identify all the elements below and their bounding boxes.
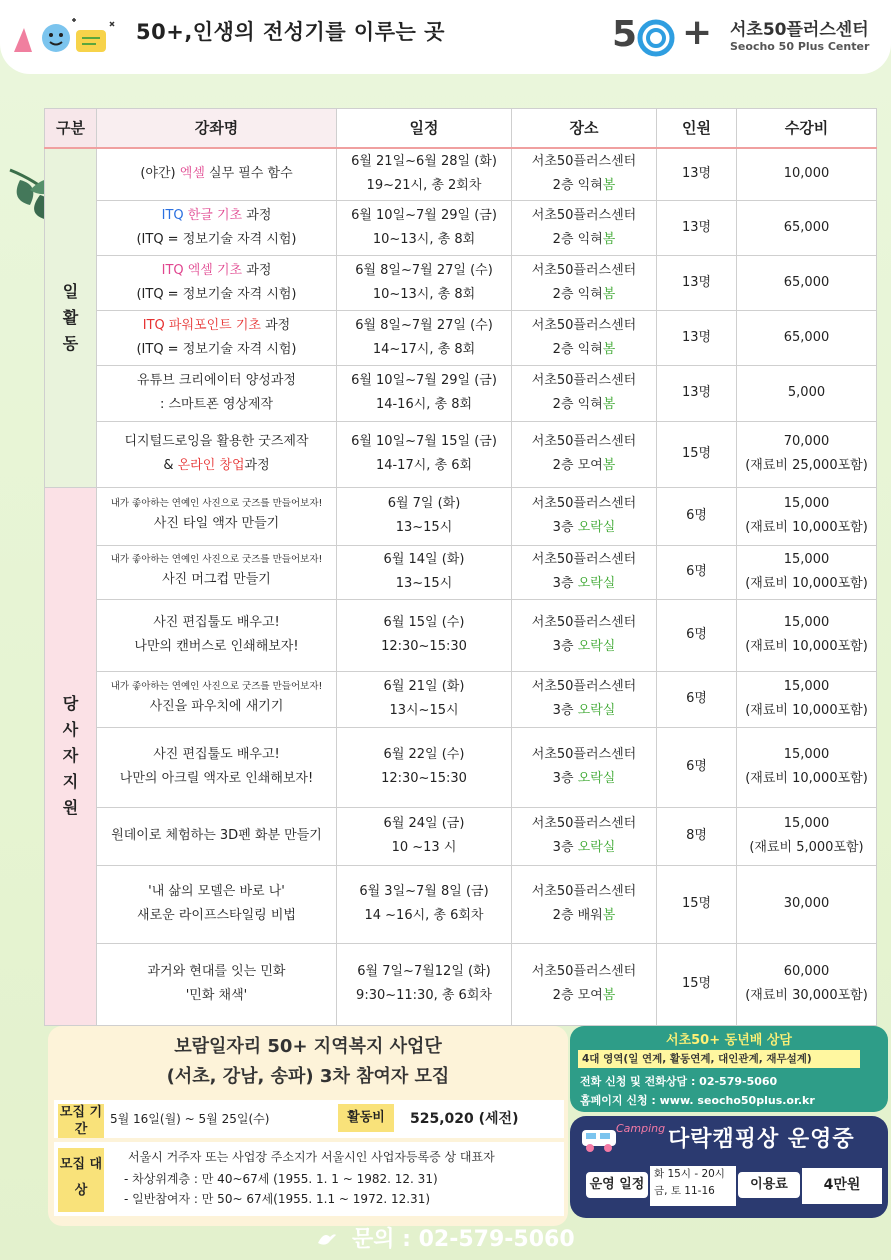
course-name-cell: ITQ 파워포인트 기초 과정 (ITQ = 정보기술 자격 시험) <box>97 310 337 365</box>
table-row <box>45 421 877 487</box>
group-cell-job-activity <box>45 148 97 487</box>
table-header-row <box>45 109 877 149</box>
place-cell: 서초50플러스센터 3층 오락실 <box>512 545 657 599</box>
brand-ring-icon <box>636 18 676 58</box>
recruit-period-row <box>54 1100 564 1138</box>
column-header: 수강비 <box>737 109 877 149</box>
fee-cell: 15,000 (재료비 10,000포함) <box>737 545 877 599</box>
camping-box <box>570 1116 888 1218</box>
camping-van-icon <box>580 1124 620 1154</box>
target-line: 서울시 거주자 또는 사업장 주소지가 서울시인 사업자등록증 상 대표자 <box>128 1150 495 1164</box>
people-cell: 15명 <box>657 865 737 943</box>
consult-title: 서초50+ 동년배 상담 <box>666 1033 792 1048</box>
target-line: - 일반참여자 : 만 50~ 67세(1955. 1.1 ~ 1972. 12.31) <box>124 1192 431 1206</box>
schedule-cell: 6월 3일~7월 8일 (금) 14 ~16시, 총 6회차 <box>337 865 512 943</box>
course-name-cell: 디지털드로잉을 활용한 굿즈제작 & 온라인 창업과정 <box>97 421 337 487</box>
column-header: 장소 <box>512 109 657 149</box>
table-row <box>45 365 877 421</box>
schedule-cell: 6월 8일~7월 27일 (수) 14~17시, 총 8회 <box>337 310 512 365</box>
fee-cell: 15,000 (재료비 10,000포함) <box>737 599 877 671</box>
column-header: 일정 <box>337 109 512 149</box>
schedule-cell: 6월 21일~6월 28일 (화) 19~21시, 총 2회차 <box>337 148 512 200</box>
place-cell: 서초50플러스센터 3층 오락실 <box>512 727 657 807</box>
fee-cell: 60,000 (재료비 30,000포함) <box>737 943 877 1025</box>
course-name-cell: ITQ 한글 기초 과정 (ITQ = 정보기술 자격 시험) <box>97 200 337 255</box>
operation-label: 운영 일정 <box>584 1170 650 1200</box>
course-name-cell: 사진 편집툴도 배우고! 나만의 캔버스로 인쇄해보자! <box>97 599 337 671</box>
period-label: 모집 기간 <box>59 1105 103 1137</box>
place-cell: 서초50플러스센터 2층 모여봄 <box>512 943 657 1025</box>
column-header: 구분 <box>45 109 97 149</box>
slogan-title: 50+,인생의 전성기를 이루는 곳 <box>136 20 445 44</box>
course-name-cell: (야간) 엑셀 실무 필수 함수 <box>97 148 337 200</box>
recruit-box <box>48 1026 568 1226</box>
place-cell: 서초50플러스센터 2층 익혀봄 <box>512 365 657 421</box>
target-line: - 차상위계층 : 만 40~67세 (1955. 1. 1 ~ 1982. 12. 31) <box>124 1172 438 1186</box>
operation-hours: 화 15시 - 20시 금, 토 11-16 <box>650 1166 736 1206</box>
place-cell: 서초50플러스센터 3층 오락실 <box>512 487 657 545</box>
brand-en: Seocho 50 Plus Center <box>730 40 870 53</box>
consult-homepage-link[interactable]: 홈페이지 신청 : www. seocho50plus.or.kr <box>580 1094 815 1107</box>
recruit-target-row <box>54 1142 564 1216</box>
usage-fee-label: 이용료 <box>736 1170 802 1200</box>
people-cell: 6명 <box>657 599 737 671</box>
schedule-cell: 6월 24일 (금) 10 ~13 시 <box>337 807 512 865</box>
contact-line <box>0 1222 891 1253</box>
place-cell: 서초50플러스센터 2층 모여봄 <box>512 421 657 487</box>
schedule-cell: 6월 10일~7월 29일 (금) 10~13시, 총 8회 <box>337 200 512 255</box>
people-cell: 15명 <box>657 421 737 487</box>
contact-phone: 문의 : 02-579-5060 <box>352 1227 575 1252</box>
brand-name: 서초50플러스센터 <box>730 20 869 40</box>
table-row <box>45 599 877 671</box>
people-cell: 8명 <box>657 807 737 865</box>
table-row <box>45 148 877 200</box>
people-cell: 13명 <box>657 310 737 365</box>
fee-cell: 70,000 (재료비 25,000포함) <box>737 421 877 487</box>
place-cell: 서초50플러스센터 2층 익혀봄 <box>512 148 657 200</box>
group-label: 당사자지원 <box>62 694 79 817</box>
consult-areas: 4대 영역(일 연계, 활동연계, 대인관계, 재무설계) <box>578 1050 860 1068</box>
people-cell: 13명 <box>657 148 737 200</box>
table-row <box>45 310 877 365</box>
period-value: 5월 16일(월) ~ 5월 25일(수) <box>110 1112 270 1126</box>
fee-cell: 15,000 (재료비 10,000포함) <box>737 671 877 727</box>
course-name-cell: 원데이로 체험하는 3D펜 화분 만들기 <box>97 807 337 865</box>
course-name-cell: '내 삶의 모델은 바로 나' 새로운 라이프스타일링 비법 <box>97 865 337 943</box>
fee-cell: 30,000 <box>737 865 877 943</box>
fee-cell: 65,000 <box>737 255 877 310</box>
center-brand-logo <box>612 12 882 62</box>
bird-icon <box>316 1229 338 1249</box>
fee-cell: 15,000 (재료비 10,000포함) <box>737 727 877 807</box>
recruit-subtitle: (서초, 강남, 송파) 3차 참여자 모집 <box>166 1066 450 1087</box>
fee-cell: 65,000 <box>737 310 877 365</box>
course-name-cell: 유튜브 크리에이터 양성과정 : 스마트폰 영상제작 <box>97 365 337 421</box>
fee-cell: 15,000 (재료비 10,000포함) <box>737 487 877 545</box>
people-cell: 15명 <box>657 943 737 1025</box>
schedule-cell: 6월 8일~7월 27일 (수) 10~13시, 총 8회 <box>337 255 512 310</box>
table-row <box>45 943 877 1025</box>
target-label: 모집 대상 <box>58 1148 104 1212</box>
table-row <box>45 807 877 865</box>
people-cell: 13명 <box>657 200 737 255</box>
fee-value: 525,020 (세전) <box>410 1111 519 1127</box>
place-cell: 서초50플러스센터 2층 배워봄 <box>512 865 657 943</box>
usage-fee-value: 4만원 <box>802 1168 882 1204</box>
course-table <box>44 108 877 1026</box>
schedule-cell: 6월 7일~7월12일 (화) 9:30~11:30, 총 6회차 <box>337 943 512 1025</box>
course-name-cell: 사진 편집툴도 배우고! 나만의 아크릴 액자로 인쇄해보자! <box>97 727 337 807</box>
people-cell: 6명 <box>657 727 737 807</box>
place-cell: 서초50플러스센터 2층 익혀봄 <box>512 255 657 310</box>
table-row <box>45 200 877 255</box>
camping-title: 다락캠핑상 운영중 <box>668 1127 855 1152</box>
fee-label: 활동비 <box>338 1104 394 1132</box>
place-cell: 서초50플러스센터 3층 오락실 <box>512 807 657 865</box>
table-row <box>45 727 877 807</box>
schedule-cell: 6월 10일~7월 15일 (금) 14-17시, 총 6회 <box>337 421 512 487</box>
group-cell-self-support <box>45 487 97 1025</box>
place-cell: 서초50플러스센터 2층 익혀봄 <box>512 310 657 365</box>
schedule-cell: 6월 7일 (화) 13~15시 <box>337 487 512 545</box>
consult-phone: 전화 신청 및 전화상담 : 02-579-5060 <box>580 1075 778 1088</box>
people-cell: 6명 <box>657 671 737 727</box>
recruit-title: 보람일자리 50+ 지역복지 사업단 <box>174 1036 442 1057</box>
course-name-cell: 과거와 현대를 잇는 민화 '민화 채색' <box>97 943 337 1025</box>
fee-cell: 10,000 <box>737 148 877 200</box>
column-header: 강좌명 <box>97 109 337 149</box>
place-cell: 서초50플러스센터 3층 오락실 <box>512 599 657 671</box>
place-cell: 서초50플러스센터 3층 오락실 <box>512 671 657 727</box>
fee-cell: 15,000 (재료비 5,000포함) <box>737 807 877 865</box>
mascot-logo-icon <box>10 14 122 60</box>
schedule-cell: 6월 22일 (수) 12:30~15:30 <box>337 727 512 807</box>
consult-box <box>570 1026 888 1112</box>
people-cell: 13명 <box>657 365 737 421</box>
schedule-cell: 6월 14일 (화) 13~15시 <box>337 545 512 599</box>
table-row <box>45 487 877 545</box>
schedule-cell: 6월 15일 (수) 12:30~15:30 <box>337 599 512 671</box>
brand-number: 5 <box>612 14 638 55</box>
course-table-wrap <box>44 108 876 1026</box>
people-cell: 6명 <box>657 545 737 599</box>
people-cell: 6명 <box>657 487 737 545</box>
course-name-cell: 내가 좋아하는 연예인 사진으로 굿즈를 만들어보자! 사진을 파우치에 새기기 <box>97 671 337 727</box>
course-name-cell: 내가 좋아하는 연예인 사진으로 굿즈를 만들어보자! 사진 타일 액자 만들기 <box>97 487 337 545</box>
table-row <box>45 671 877 727</box>
header-bar <box>0 0 891 74</box>
group-label: 일활동 <box>62 281 79 353</box>
schedule-cell: 6월 10일~7월 29일 (금) 14-16시, 총 8회 <box>337 365 512 421</box>
people-cell: 13명 <box>657 255 737 310</box>
schedule-cell: 6월 21일 (화) 13시~15시 <box>337 671 512 727</box>
fee-cell: 65,000 <box>737 200 877 255</box>
table-row <box>45 255 877 310</box>
fee-cell: 5,000 <box>737 365 877 421</box>
brand-plus: + <box>682 12 713 53</box>
course-name-cell: 내가 좋아하는 연예인 사진으로 굿즈를 만들어보자! 사진 머그컵 만들기 <box>97 545 337 599</box>
table-row <box>45 865 877 943</box>
place-cell: 서초50플러스센터 2층 익혀봄 <box>512 200 657 255</box>
camping-word: Camping <box>616 1122 666 1135</box>
column-header: 인원 <box>657 109 737 149</box>
table-row <box>45 545 877 599</box>
course-name-cell: ITQ 엑셀 기초 과정 (ITQ = 정보기술 자격 시험) <box>97 255 337 310</box>
